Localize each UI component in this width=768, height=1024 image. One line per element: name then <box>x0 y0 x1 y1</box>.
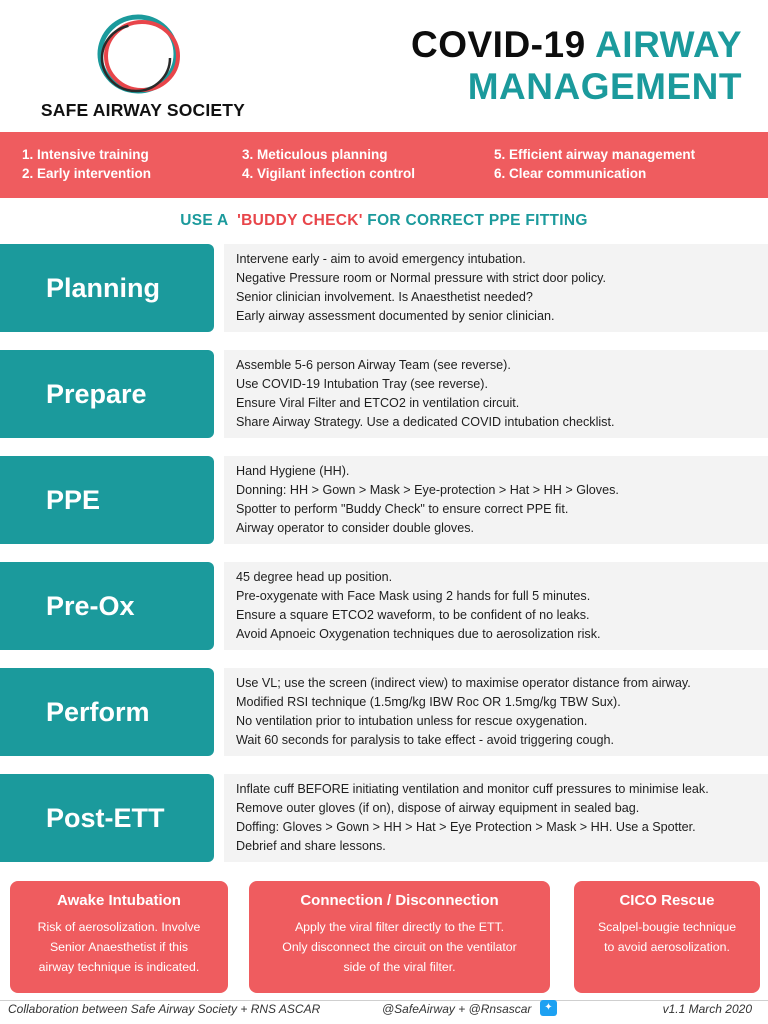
title-covid: COVID-19 <box>411 24 596 65</box>
principle-item: 6. Clear communication <box>494 166 647 181</box>
section-line: Doffing: Gloves > Gown > HH > Hat > Eye Protection > Mask > HH. Use a Spotter. <box>236 820 696 834</box>
principle-item: 4. Vigilant infection control <box>242 166 416 181</box>
section-ppe <box>0 456 768 544</box>
card-line: airway technique is indicated. <box>38 960 200 974</box>
section-line: Ensure Viral Filter and ETCO2 in ventilation circuit. <box>236 396 520 410</box>
section-line: Use VL; use the screen (indirect view) to maximise operator distance from airway. <box>236 676 691 690</box>
section-label: Post-ETT <box>0 774 214 862</box>
principles-banner <box>0 132 768 198</box>
section-line: Avoid Apnoeic Oxygenation techniques due to aerosolization risk. <box>236 627 601 641</box>
section-line: Remove outer gloves (if on), dispose of airway equipment in sealed bag. <box>236 801 640 815</box>
section-line: Debrief and share lessons. <box>236 839 386 853</box>
section-line: No ventilation prior to intubation unless for rescue oxygenation. <box>236 714 588 728</box>
page-title <box>411 24 742 108</box>
section-line: Pre-oxygenate with Face Mask using 2 hands for full 5 minutes. <box>236 589 591 603</box>
footer-version: v1.1 March 2020 <box>662 1002 752 1016</box>
title-airway: AIRWAY <box>595 24 742 65</box>
card-title: CICO Rescue <box>619 892 715 909</box>
section-line: Spotter to perform "Buddy Check" to ensure correct PPE fit. <box>236 502 569 516</box>
section-line: Hand Hygiene (HH). <box>236 464 350 478</box>
section-planning <box>0 244 768 332</box>
section-prepare <box>0 350 768 438</box>
section-pre-ox <box>0 562 768 650</box>
section-body <box>224 774 768 862</box>
card-line: side of the viral filter. <box>343 960 456 974</box>
section-body <box>224 456 768 544</box>
card-line: Only disconnect the circuit on the ventilator <box>282 940 517 954</box>
footer-handles: @SafeAirway + @Rnsascar <box>382 1002 532 1016</box>
section-body <box>224 668 768 756</box>
section-line: Ensure a square ETCO2 waveform, to be confident of no leaks. <box>236 608 590 622</box>
section-line: Share Airway Strategy. Use a dedicated COVID intubation checklist. <box>236 415 615 429</box>
principle-item: 1. Intensive training <box>22 147 149 162</box>
section-line: Airway operator to consider double gloves. <box>236 521 475 535</box>
logo-text: SAFE AIRWAY SOCIETY <box>40 100 246 120</box>
logo <box>28 14 258 124</box>
footer-divider <box>0 1000 768 1001</box>
section-line: Modified RSI technique (1.5mg/kg IBW Roc OR 1.5mg/kg TBW Sux). <box>236 695 621 709</box>
footer <box>0 1000 768 1024</box>
principle-item: 2. Early intervention <box>22 166 152 181</box>
card-title: Connection / Disconnection <box>300 892 499 909</box>
section-post-ett <box>0 774 768 862</box>
principle-item: 5. Efficient airway management <box>494 147 696 162</box>
section-line: Early airway assessment documented by senior clinician. <box>236 309 555 323</box>
section-line: Negative Pressure room or Normal pressure with strict door policy. <box>236 271 607 285</box>
section-line: Intervene early - aim to avoid emergency intubation. <box>236 252 526 266</box>
section-body <box>224 562 768 650</box>
card-body <box>10 917 228 977</box>
card-line: Scalpel-bougie technique <box>597 920 737 934</box>
buddy-highlight: 'BUDDY CHECK' <box>237 212 363 229</box>
section-label: Perform <box>0 668 214 756</box>
card-line: Senior Anaesthetist if this <box>49 940 189 954</box>
buddy-prefix: USE A <box>180 212 238 229</box>
card-awake-intubation <box>10 881 228 993</box>
card-line: Risk of aerosolization. Involve <box>37 920 201 934</box>
card-body <box>249 917 550 977</box>
twitter-icon[interactable]: ✦ <box>540 1000 557 1016</box>
section-body <box>224 350 768 438</box>
section-line: 45 degree head up position. <box>236 570 393 584</box>
buddy-check-heading <box>0 212 768 230</box>
card-connection <box>249 881 550 993</box>
footer-collaboration: Collaboration between Safe Airway Society + RNS ASCAR <box>8 1002 321 1016</box>
section-line: Use COVID-19 Intubation Tray (see reverse). <box>236 377 488 391</box>
title-management: MANAGEMENT <box>467 66 742 107</box>
section-label: Planning <box>0 244 214 332</box>
section-label: Prepare <box>0 350 214 438</box>
logo-rings-icon <box>90 14 190 98</box>
section-line: Assemble 5-6 person Airway Team (see reverse). <box>236 358 511 372</box>
section-line: Wait 60 seconds for paralysis to take effect - avoid triggering cough. <box>236 733 615 747</box>
section-perform <box>0 668 768 756</box>
section-line: Donning: HH > Gown > Mask > Eye-protection > Hat > HH > Gloves. <box>236 483 619 497</box>
section-label: PPE <box>0 456 214 544</box>
card-cico-rescue <box>574 881 760 993</box>
card-body <box>574 917 760 957</box>
section-line: Inflate cuff BEFORE initiating ventilation and monitor cuff pressures to minimise leak. <box>236 782 709 796</box>
card-line: to avoid aerosolization. <box>604 940 730 954</box>
section-label: Pre-Ox <box>0 562 214 650</box>
principle-item: 3. Meticulous planning <box>242 147 388 162</box>
section-line: Senior clinician involvement. Is Anaesthetist needed? <box>236 290 533 304</box>
buddy-suffix: FOR CORRECT PPE FITTING <box>362 212 588 229</box>
card-line: Apply the viral filter directly to the ETT. <box>294 920 505 934</box>
section-body <box>224 244 768 332</box>
card-title: Awake Intubation <box>57 892 181 909</box>
